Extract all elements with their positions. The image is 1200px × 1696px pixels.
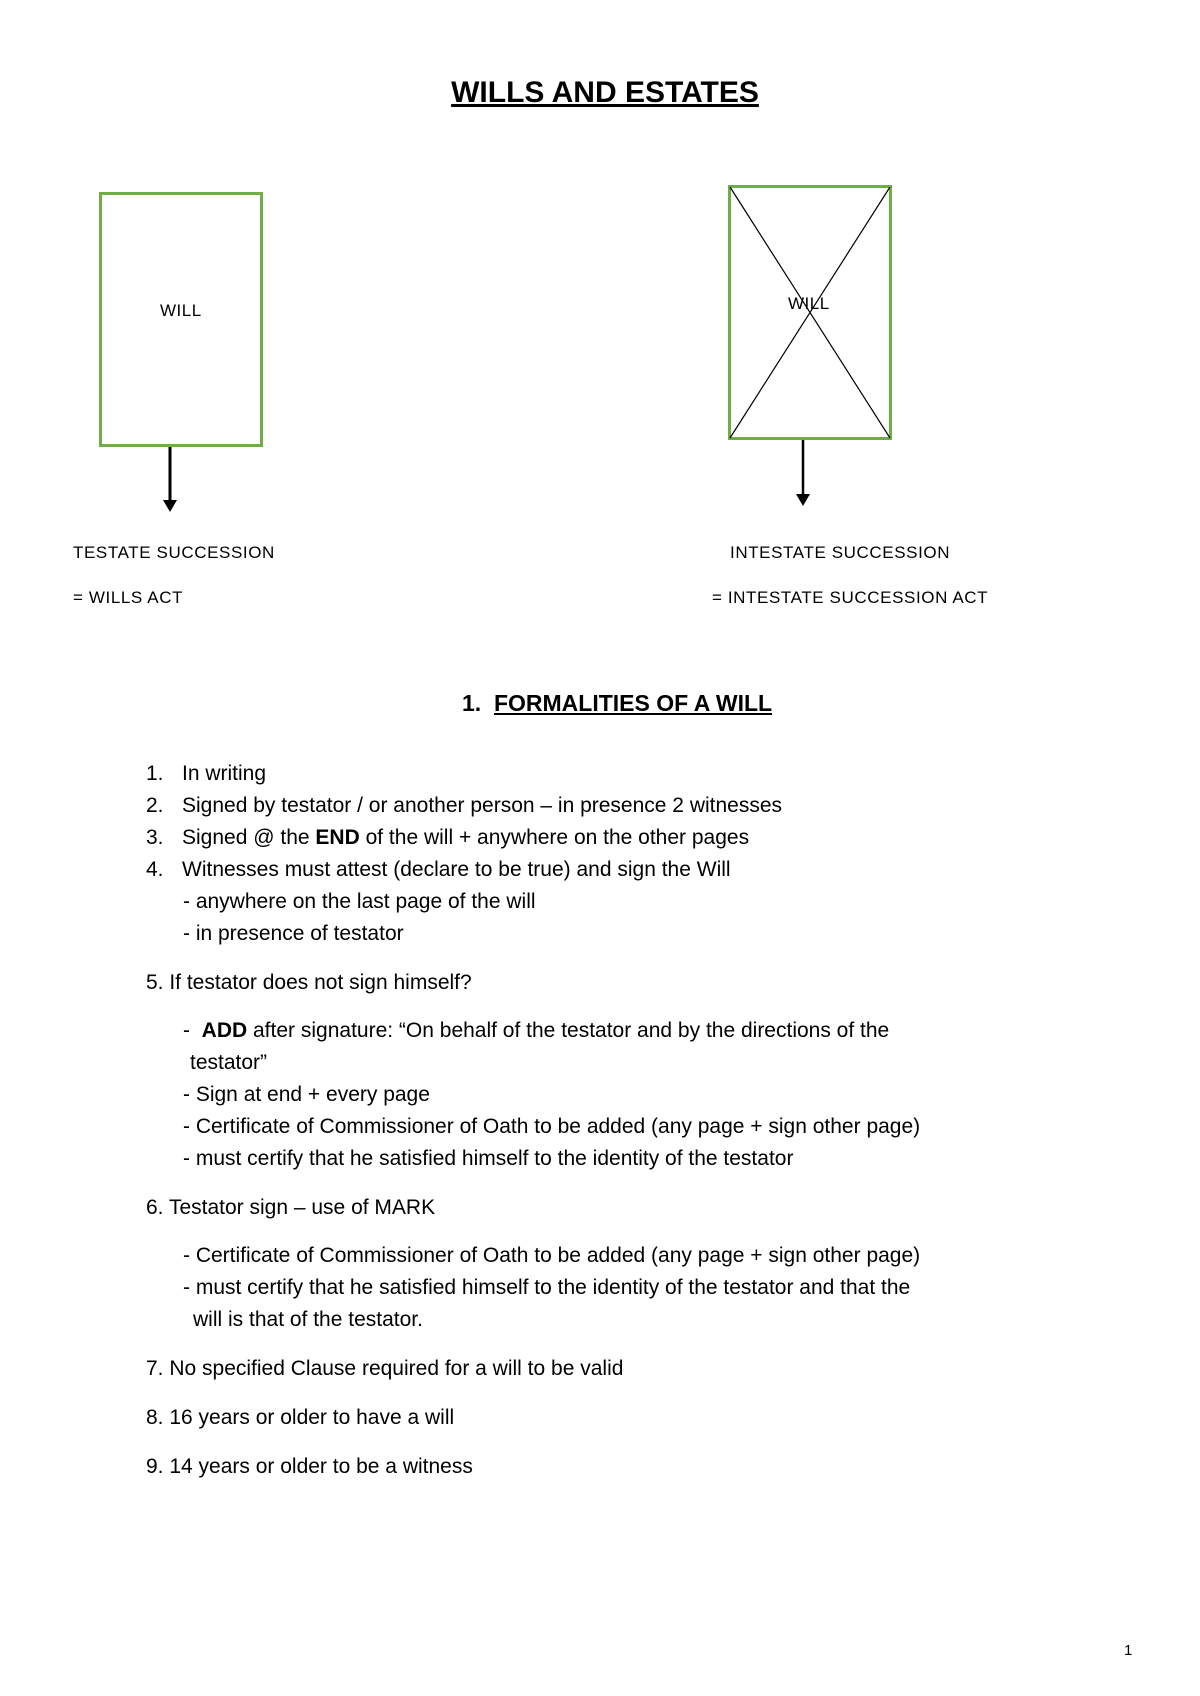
list-item-6-sub-2: - must certify that he satisfied himself to the identity of the testator and that the (183, 1276, 911, 1299)
list-item-7: 7. No specified Clause required for a will to be valid (146, 1357, 624, 1380)
list-item-6-sub-2-cont: will is that of the testator. (193, 1308, 423, 1331)
arrow-right-head-icon (796, 494, 810, 506)
wills-act-caption: = WILLS ACT (73, 588, 184, 607)
will-box-left-label: WILL (160, 301, 202, 320)
list-item-4-sub-2: - in presence of testator (183, 922, 404, 945)
list-item-9: 9. 14 years or older to be a witness (146, 1455, 473, 1478)
intestate-succession-caption: INTESTATE SUCCESSION (730, 543, 951, 562)
list-item-5-sub-1: - ADD after signature: “On behalf of the testator and by the directions of the (183, 1019, 890, 1042)
section-number: 1. (462, 690, 482, 716)
will-box-right-label: WILL (788, 294, 830, 313)
list-item-5: 5. If testator does not sign himself? (146, 971, 472, 994)
list-item-5-sub-3: - Certificate of Commissioner of Oath to be added (any page + sign other page) (183, 1115, 921, 1138)
list-item-5-sub-4: - must certify that he satisfied himself to the identity of the testator (183, 1147, 794, 1170)
list-item-8: 8. 16 years or older to have a will (146, 1406, 455, 1429)
list-item-4-sub-1: - anywhere on the last page of the will (183, 890, 536, 913)
document-title: WILLS AND ESTATES (451, 76, 759, 109)
list-item-2: 2. Signed by testator / or another person – in presence 2 witnesses (146, 794, 783, 817)
testate-succession-caption: TESTATE SUCCESSION (73, 543, 275, 562)
page-number: 1 (1124, 1642, 1133, 1659)
arrow-left-head-icon (163, 500, 177, 512)
list-item-5-sub-2: - Sign at end + every page (183, 1083, 430, 1106)
section-heading (462, 690, 772, 717)
list-item-3: 3. Signed @ the END of the will + anywhere on the other pages (146, 826, 750, 849)
list-item-6-sub-1: - Certificate of Commissioner of Oath to be added (any page + sign other page) (183, 1244, 921, 1267)
list-item-4: 4. Witnesses must attest (declare to be true) and sign the Will (146, 858, 731, 881)
list-item-1: 1. In writing (146, 762, 267, 785)
intestate-succession-act-caption: = INTESTATE SUCCESSION ACT (712, 588, 989, 607)
section-title: FORMALITIES OF A WILL (493, 690, 773, 716)
list-item-6: 6. Testator sign – use of MARK (146, 1196, 436, 1219)
list-item-5-sub-1-cont: testator” (190, 1051, 268, 1074)
